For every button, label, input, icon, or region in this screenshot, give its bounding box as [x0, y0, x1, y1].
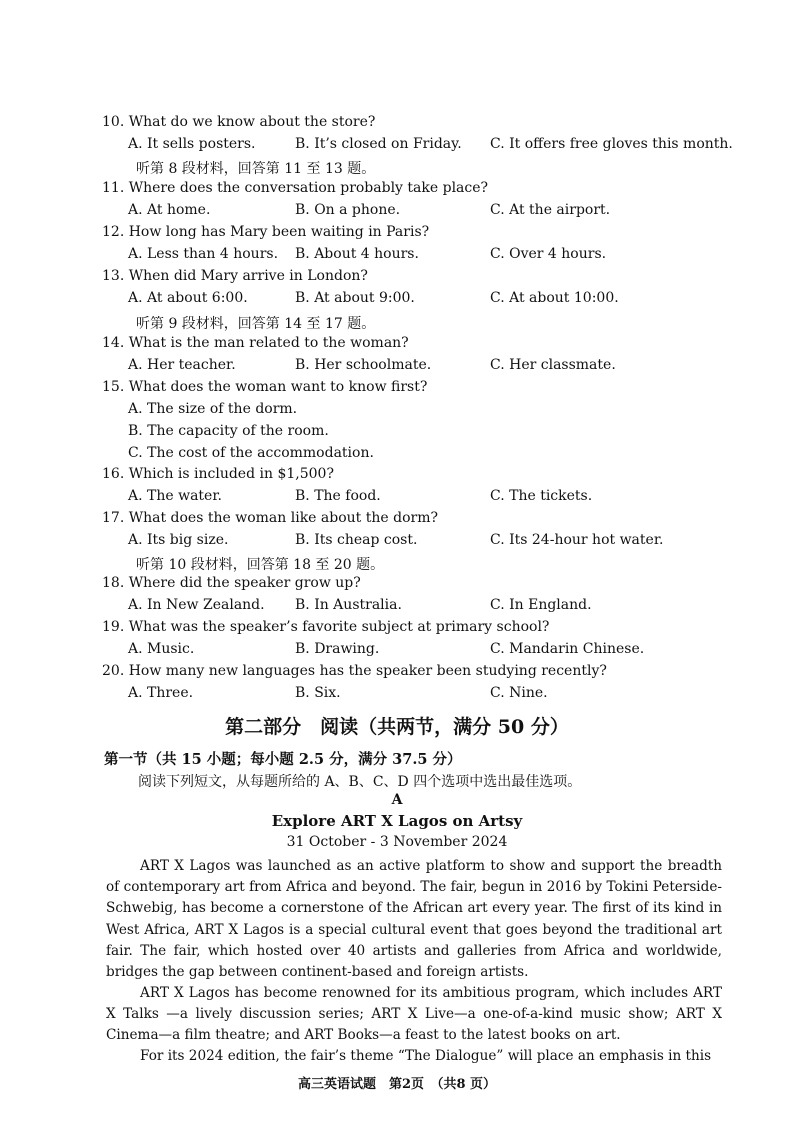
option-c: C. Her classmate. [490, 357, 616, 373]
option-b: B. Six. [295, 685, 341, 701]
question-stem: 18. Where did the speaker grow up? [102, 575, 361, 591]
option-c: C. Mandarin Chinese. [490, 641, 645, 657]
part-two-title: 第二部分 阅读（共两节，满分 50 分） [225, 716, 569, 738]
option-b: B. About 4 hours. [295, 246, 419, 262]
passage-paragraph: For its 2024 edition, the fair’s theme “The Dialogue” will place an emphasis in this [140, 1048, 712, 1064]
listening-note: 听第 9 段材料，回答第 14 至 17 题。 [136, 316, 376, 332]
option-b: B. It’s closed on Friday. [295, 136, 462, 152]
option-c: C. Over 4 hours. [490, 246, 607, 262]
option-a: A. The water. [128, 488, 222, 504]
option-b: B. The food. [295, 488, 381, 504]
option-a: A. Her teacher. [128, 357, 236, 373]
option-c: C. At about 10:00. [490, 290, 619, 306]
option-a: A. Three. [128, 685, 194, 701]
option-a: A. At home. [128, 202, 211, 218]
option-a: A. Music. [128, 641, 195, 657]
passage-date: 31 October - 3 November 2024 [286, 834, 508, 850]
passage-paragraph: ART X Lagos was launched as an active platform to show and support the breadth of contemporary art from Africa and beyond. The fair, begun in 2016 by Tokini Peterside-Schwebig, has become a cornerstone of the African art every year. The first of its kind in West Africa, ART X Lagos is a special cultural event that goes beyond the traditional art fair. The fair, which hosted over 40 artists and galleries from Africa and worldwide, bridges the gap between continent-based and foreign artists. [106, 858, 722, 981]
option-a: A. It sells posters. [128, 136, 256, 152]
listening-note: 听第 10 段材料，回答第 18 至 20 题。 [136, 557, 385, 573]
page-footer: 高三英语试题 第2页 （共8 页） [297, 1077, 497, 1092]
passage-letter: A [391, 792, 403, 808]
question-stem: 17. What does the woman like about the dorm? [102, 510, 438, 526]
option-b: B. Drawing. [295, 641, 380, 657]
question-stem: 13. When did Mary arrive in London? [102, 268, 368, 284]
question-stem: 20. How many new languages has the speaker been studying recently? [102, 663, 607, 679]
reading-instruction: 阅读下列短文，从每题所给的 A、B、C、D 四个选项中选出最佳选项。 [138, 774, 582, 790]
option-b: B. At about 9:00. [295, 290, 415, 306]
option-c: C. The tickets. [490, 488, 593, 504]
question-stem: 19. What was the speaker’s favorite subject at primary school? [102, 619, 550, 635]
option-c: C. The cost of the accommodation. [128, 445, 374, 461]
option-a: A. At about 6:00. [128, 290, 248, 306]
question-stem: 16. Which is included in $1,500? [102, 466, 334, 482]
option-a: A. In New Zealand. [128, 597, 265, 613]
question-stem: 11. Where does the conversation probably take place? [102, 180, 489, 196]
option-a: A. Its big size. [128, 532, 229, 548]
listening-note: 听第 8 段材料，回答第 11 至 13 题。 [136, 161, 376, 177]
option-b: B. Its cheap cost. [295, 532, 418, 548]
question-stem: 15. What does the woman want to know first? [102, 379, 428, 395]
option-c: C. It offers free gloves this month. [490, 136, 733, 152]
option-b: B. On a phone. [295, 202, 401, 218]
option-a: A. Less than 4 hours. [128, 246, 279, 262]
passage-paragraph: ART X Lagos has become renowned for its ambitious program, which includes ART X Talks —a lively discussion series; ART X Live—a one-of-a-kind music show; ART X Cinema—a film theatre; and ART Books—a feast to the latest books on art. [106, 985, 722, 1044]
option-b: B. In Australia. [295, 597, 402, 613]
passage-title: Explore ART X Lagos on Artsy [271, 812, 523, 830]
option-c: C. Nine. [490, 685, 548, 701]
option-c: C. Its 24-hour hot water. [490, 532, 664, 548]
option-c: C. At the airport. [490, 202, 611, 218]
option-a: A. The size of the dorm. [128, 401, 298, 417]
option-b: B. The capacity of the room. [128, 423, 329, 439]
question-stem: 12. How long has Mary been waiting in Paris? [102, 224, 430, 240]
section-one-title: 第一节（共 15 小题；每小题 2.5 分，满分 37.5 分） [104, 751, 462, 768]
question-stem: 14. What is the man related to the woman? [102, 335, 409, 351]
option-b: B. Her schoolmate. [295, 357, 432, 373]
question-stem: 10. What do we know about the store? [102, 114, 376, 130]
option-c: C. In England. [490, 597, 592, 613]
